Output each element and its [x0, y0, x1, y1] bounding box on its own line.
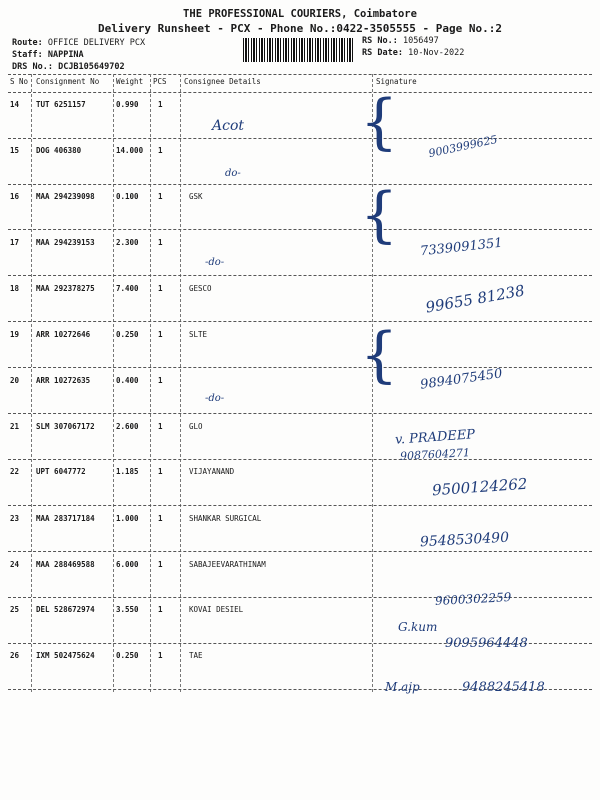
- col-sno: S No: [10, 77, 29, 86]
- col-pcs: PCS: [153, 77, 167, 86]
- col-weight: Weight: [116, 77, 144, 86]
- row-pcs: 1: [158, 651, 163, 660]
- signature-phone: 9488245418: [462, 680, 545, 695]
- signature-phone: 9600302259: [434, 590, 512, 608]
- row-weight: 0.400: [116, 376, 139, 385]
- rs-no-line: [362, 36, 439, 46]
- handwritten-ditto: -do-: [205, 257, 225, 268]
- rs-no-value: 1056497: [402, 36, 439, 46]
- signature-phone: 9894075450: [419, 366, 504, 393]
- row-consignee: SHANKAR SURGICAL: [189, 514, 262, 523]
- row-pcs: 1: [158, 238, 163, 247]
- table-row: [8, 146, 592, 160]
- row-sno: 24: [10, 560, 20, 569]
- table-row: [8, 376, 592, 390]
- row-sno: 22: [10, 467, 20, 476]
- row-weight: 1.000: [116, 514, 139, 523]
- route-value: OFFICE DELIVERY PCX: [47, 38, 146, 48]
- row-rule: [8, 321, 592, 322]
- signature-name: M.ajp: [385, 680, 420, 694]
- rs-date-line: [362, 48, 464, 58]
- table-header-rule: [8, 92, 592, 93]
- row-consignment: MAA 294239098: [36, 192, 95, 201]
- signature-phone: 9003999625: [427, 132, 499, 161]
- row-consignee: TAE: [189, 651, 203, 660]
- row-sno: 17: [10, 238, 20, 247]
- handwritten-note: Acot: [212, 118, 245, 134]
- table-row: [8, 514, 592, 528]
- rs-date-value: 10-Nov-2022: [408, 48, 465, 58]
- row-pcs: 1: [158, 514, 163, 523]
- table-row: [8, 422, 592, 436]
- rs-no-label: RS No.:: [362, 36, 398, 46]
- table-row: [8, 238, 592, 252]
- row-sno: 18: [10, 284, 20, 293]
- row-weight: 14.000: [116, 146, 144, 155]
- row-weight: 6.000: [116, 560, 139, 569]
- row-consignment: MAA 288469588: [36, 560, 95, 569]
- row-consignment: MAA 283717184: [36, 514, 95, 523]
- barcode: [243, 38, 353, 62]
- staff-line: [12, 50, 84, 60]
- row-consignee: VIJAYANAND: [189, 467, 235, 476]
- row-consignment: DEL 528672974: [36, 605, 95, 614]
- runsheet-subtitle: Delivery Runsheet - PCX - Phone No.:0422-3505555 - Page No.:2: [98, 22, 502, 35]
- brace-mark: {: [360, 320, 399, 390]
- company-title: THE PROFESSIONAL COURIERS, Coimbatore: [183, 8, 417, 20]
- route-label: Route:: [12, 38, 43, 48]
- row-rule: [8, 138, 592, 139]
- staff-value: NAPPINA: [47, 50, 84, 60]
- row-pcs: 1: [158, 146, 163, 155]
- table-top-rule: [8, 74, 592, 75]
- row-rule: [8, 413, 592, 414]
- signature-phone: 9095964448: [445, 636, 528, 651]
- table-row: [8, 560, 592, 574]
- row-pcs: 1: [158, 100, 163, 109]
- row-pcs: 1: [158, 560, 163, 569]
- col-consignment: Consignment No: [36, 77, 100, 86]
- row-consignment: MAA 292378275: [36, 284, 95, 293]
- row-weight: 7.400: [116, 284, 139, 293]
- row-rule: [8, 184, 592, 185]
- row-consignment: ARR 10272635: [36, 376, 91, 385]
- row-weight: 2.600: [116, 422, 139, 431]
- handwritten-ditto: -do-: [205, 393, 225, 404]
- row-consignee: SLTE: [189, 330, 208, 339]
- row-consignment: TUT 6251157: [36, 100, 86, 109]
- row-weight: 0.100: [116, 192, 139, 201]
- row-pcs: 1: [158, 422, 163, 431]
- signature-name: G.kum: [398, 620, 438, 634]
- route-line: [12, 38, 145, 48]
- row-sno: 25: [10, 605, 20, 614]
- row-consignee: GESCO: [189, 284, 212, 293]
- col-signature: Signature: [376, 77, 417, 86]
- table-row: [8, 651, 592, 665]
- signature-phone: 9500124262: [431, 474, 528, 500]
- row-consignment: SLM 307067172: [36, 422, 95, 431]
- table-header: [8, 77, 592, 91]
- row-consignment: IXM 502475624: [36, 651, 95, 660]
- row-consignee: GLO: [189, 422, 203, 431]
- drs-line: [12, 62, 125, 72]
- row-consignee: GSK: [189, 192, 203, 201]
- table-row: [8, 605, 592, 619]
- row-sno: 23: [10, 514, 20, 523]
- row-weight: 3.550: [116, 605, 139, 614]
- row-sno: 21: [10, 422, 20, 431]
- row-sno: 20: [10, 376, 20, 385]
- table-row: [8, 100, 592, 114]
- signature-phone: 9087604271: [399, 446, 471, 463]
- row-weight: 1.185: [116, 467, 139, 476]
- drs-value: DCJB105649702: [58, 62, 125, 72]
- row-pcs: 1: [158, 284, 163, 293]
- rs-date-label: RS Date:: [362, 48, 403, 58]
- signature-phone: 9548530490: [419, 529, 510, 551]
- row-pcs: 1: [158, 605, 163, 614]
- row-consignment: UPT 6047772: [36, 467, 86, 476]
- row-pcs: 1: [158, 192, 163, 201]
- staff-label: Staff:: [12, 50, 43, 60]
- row-rule: [8, 551, 592, 552]
- row-pcs: 1: [158, 376, 163, 385]
- row-pcs: 1: [158, 330, 163, 339]
- row-sno: 16: [10, 192, 20, 201]
- row-weight: 0.250: [116, 651, 139, 660]
- brace-mark: {: [360, 180, 399, 250]
- row-rule: [8, 275, 592, 276]
- row-weight: 0.990: [116, 100, 139, 109]
- handwritten-ditto: do-: [225, 168, 241, 179]
- row-consignee: SABAJEEVARATHINAM: [189, 560, 266, 569]
- row-rule: [8, 367, 592, 368]
- signature-phone: 99655 81238: [424, 281, 527, 317]
- row-consignment: MAA 294239153: [36, 238, 95, 247]
- row-sno: 14: [10, 100, 20, 109]
- row-consignment: ARR 10272646: [36, 330, 91, 339]
- row-sno: 15: [10, 146, 20, 155]
- row-sno: 19: [10, 330, 20, 339]
- signature-name: v. PRADEEP: [394, 427, 476, 448]
- brace-mark: {: [360, 87, 399, 157]
- signature-phone: 7339091351: [419, 235, 504, 260]
- row-sno: 26: [10, 651, 20, 660]
- row-rule: [8, 229, 592, 230]
- row-consignee: KOVAI DESIEL: [189, 605, 244, 614]
- drs-label: DRS No.:: [12, 62, 53, 72]
- row-pcs: 1: [158, 467, 163, 476]
- row-weight: 0.250: [116, 330, 139, 339]
- row-rule: [8, 459, 592, 460]
- col-consignee: Consignee Details: [184, 77, 261, 86]
- row-rule: [8, 505, 592, 506]
- table-row: [8, 330, 592, 344]
- row-weight: 2.300: [116, 238, 139, 247]
- table-row: [8, 192, 592, 206]
- row-consignment: DOG 406380: [36, 146, 82, 155]
